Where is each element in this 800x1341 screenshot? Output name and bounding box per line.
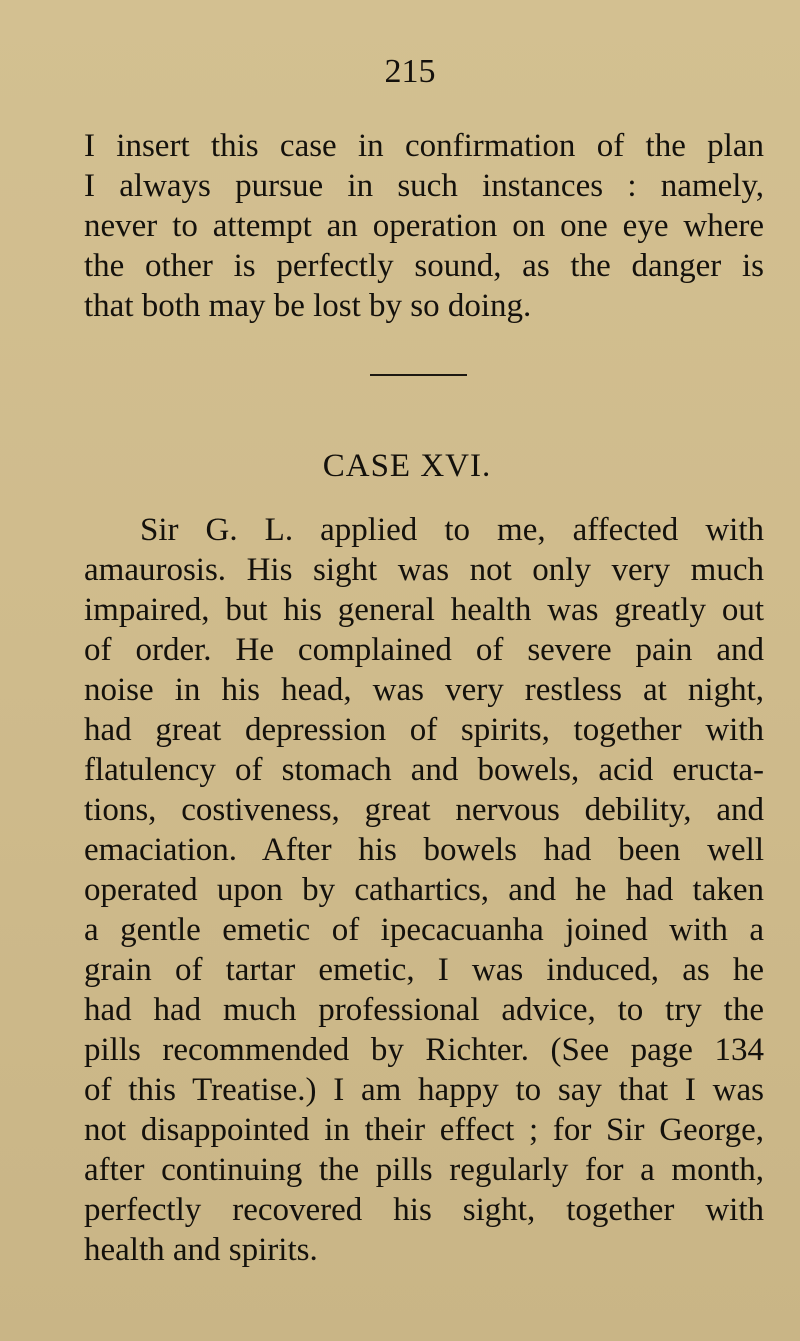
text-line: the other is perfectly sound, as the danger is xyxy=(84,248,764,284)
text-line: of order. He complained of severe pain and xyxy=(84,632,764,668)
text-line: of this Treatise.) I am happy to say that I was xyxy=(84,1072,764,1108)
text-line: impaired, but his general health was greatly out xyxy=(84,592,764,628)
text-line: a gentle emetic of ipecacuanha joined with a xyxy=(84,912,764,948)
text-line: grain of tartar emetic, I was induced, as he xyxy=(84,952,764,988)
text-line: had had much professional advice, to try the xyxy=(84,992,764,1028)
text-line: emaciation. After his bowels had been well xyxy=(84,832,764,868)
text-line: operated upon by cathartics, and he had taken xyxy=(84,872,764,908)
text-line: that both may be lost by so doing. xyxy=(84,288,532,324)
text-line: amaurosis. His sight was not only very much xyxy=(84,552,764,588)
text-line: I insert this case in confirmation of the plan xyxy=(84,128,764,164)
case-heading: CASE XVI. xyxy=(322,448,492,484)
text-line: after continuing the pills regularly for a month, xyxy=(84,1152,764,1188)
text-line: had great depression of spirits, together with xyxy=(84,712,764,748)
text-line: noise in his head, was very restless at night, xyxy=(84,672,764,708)
text-line: never to attempt an operation on one eye where xyxy=(84,208,764,244)
text-line: tions, costiveness, great nervous debility, and xyxy=(84,792,764,828)
text-line: flatulency of stomach and bowels, acid eructa- xyxy=(84,752,764,788)
text-line: not disappointed in their effect ; for Sir George, xyxy=(84,1112,764,1148)
text-line: perfectly recovered his sight, together with xyxy=(84,1192,764,1228)
text-line: I always pursue in such instances : namely, xyxy=(84,168,764,204)
text-line: pills recommended by Richter. (See page 134 xyxy=(84,1032,764,1068)
page-number: 215 xyxy=(384,53,436,90)
text-line: Sir G. L. applied to me, affected with xyxy=(140,512,764,548)
text-line: health and spirits. xyxy=(84,1232,318,1268)
section-divider xyxy=(370,374,467,376)
